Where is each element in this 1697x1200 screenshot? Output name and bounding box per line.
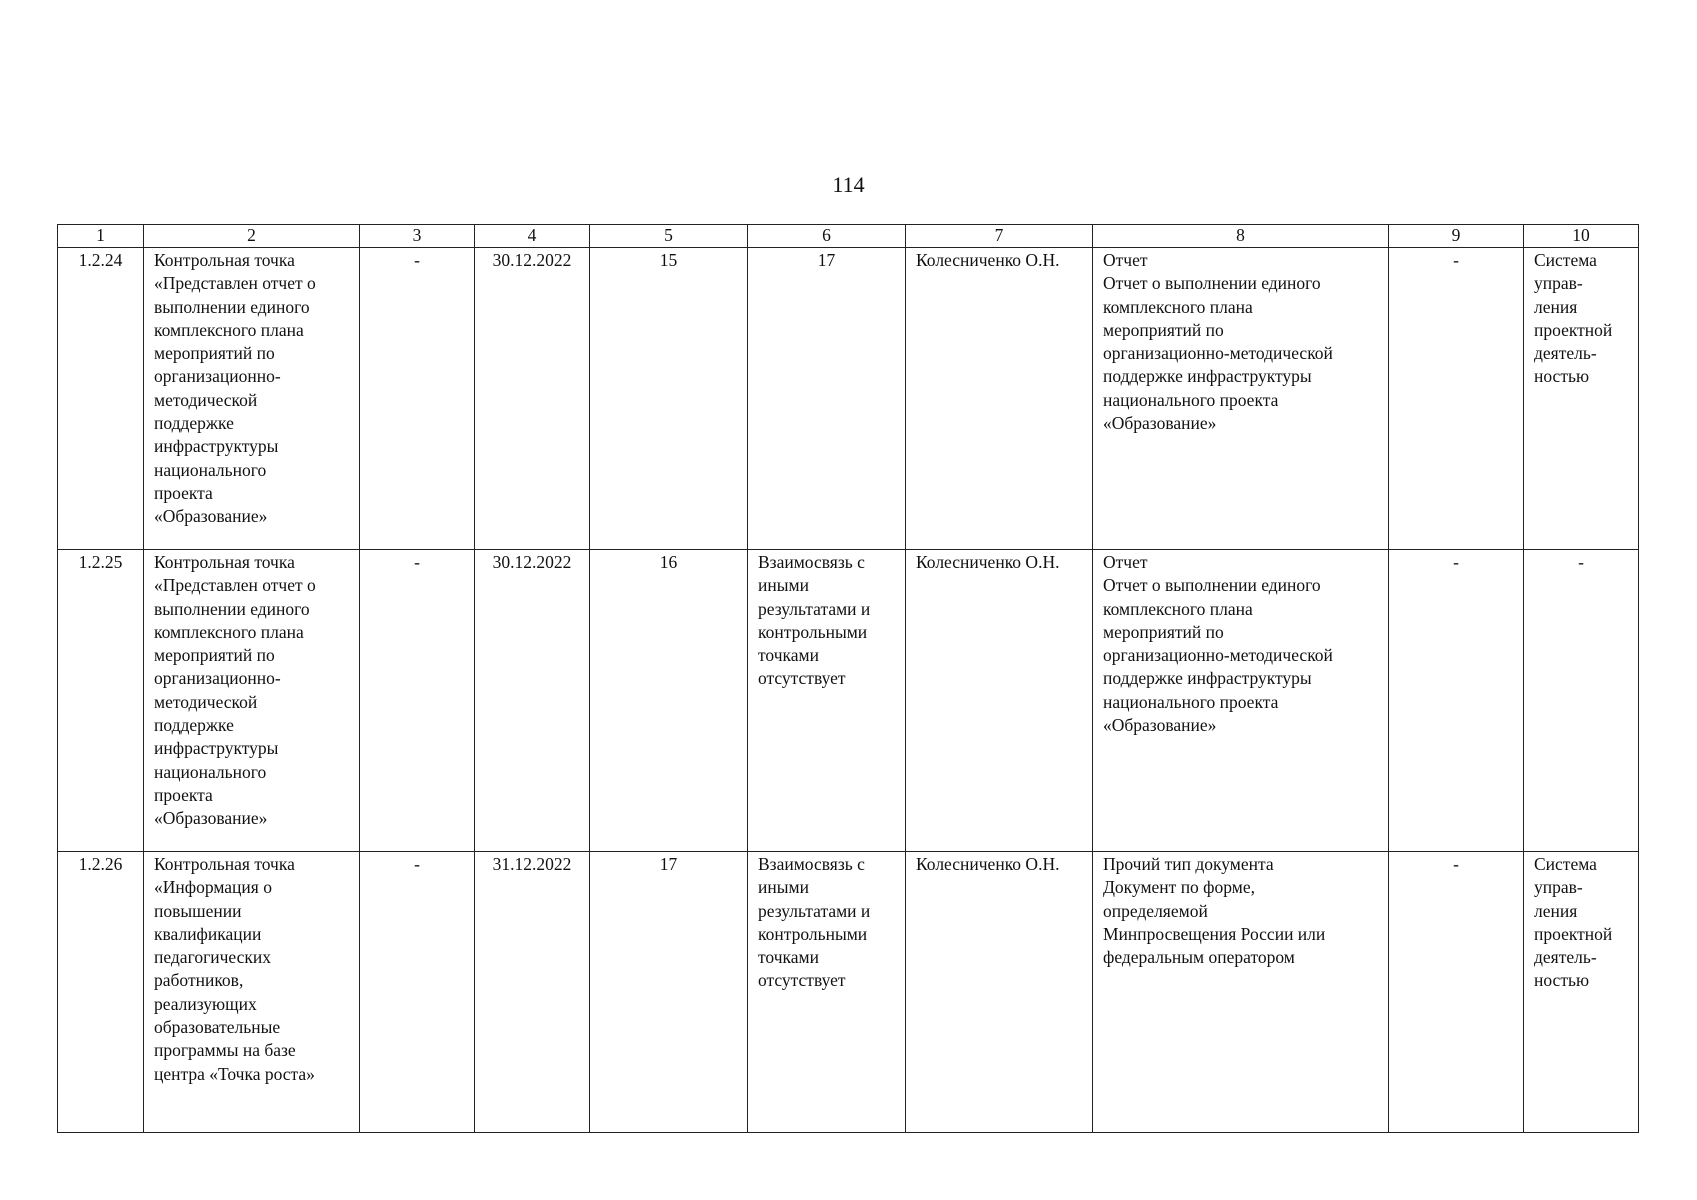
text-line: «Информация о bbox=[154, 877, 272, 898]
responsible-person: Колесниченко О.Н. bbox=[906, 852, 1093, 1133]
text-line: комплексного плана bbox=[154, 319, 304, 340]
text-line: проектной bbox=[1534, 319, 1613, 340]
text-line: точками bbox=[758, 645, 819, 666]
text-line: Взаимосвязь с bbox=[758, 854, 865, 874]
column-5-value: 16 bbox=[590, 550, 748, 852]
information-system bbox=[1524, 550, 1639, 852]
text-line: контрольными bbox=[758, 923, 868, 944]
text-line: организационно- bbox=[154, 668, 281, 689]
text-line: результатами и bbox=[758, 598, 871, 619]
text-line: определяемой bbox=[1103, 900, 1208, 921]
table-row bbox=[58, 852, 1639, 1133]
deadline-date: 30.12.2022 bbox=[475, 248, 590, 550]
text-line: иными bbox=[758, 877, 809, 898]
text-line: «Образование» bbox=[154, 506, 268, 527]
row-number: 1.2.24 bbox=[58, 248, 144, 550]
text-line: инфраструктуры bbox=[154, 436, 279, 457]
column-number-4: 4 bbox=[475, 225, 590, 248]
document-type bbox=[1093, 852, 1389, 1133]
text-line: управ- bbox=[1534, 273, 1583, 294]
milestone-name bbox=[144, 550, 360, 852]
text-line: отсутствует bbox=[758, 668, 846, 689]
text-line: выполнении единого bbox=[154, 598, 310, 619]
column-number-7: 7 bbox=[906, 225, 1093, 248]
column-3-value: - bbox=[360, 550, 475, 852]
column-3-value: - bbox=[360, 248, 475, 550]
text-line: поддержке инфраструктуры bbox=[1103, 366, 1312, 387]
column-number-9: 9 bbox=[1389, 225, 1524, 248]
column-number-10: 10 bbox=[1524, 225, 1639, 248]
text-line: ления bbox=[1534, 296, 1578, 317]
text-line: национального bbox=[154, 761, 267, 782]
text-line: образовательные bbox=[154, 1017, 281, 1038]
text-line: национального bbox=[154, 459, 267, 480]
milestone-name bbox=[144, 248, 360, 550]
column-9-value: - bbox=[1389, 550, 1524, 852]
text-line: поддержке инфраструктуры bbox=[1103, 668, 1312, 689]
text-line: мероприятий по bbox=[1103, 621, 1224, 642]
table-row bbox=[58, 550, 1639, 852]
text-line: мероприятий по bbox=[1103, 319, 1224, 340]
responsible-person: Колесниченко О.Н. bbox=[906, 550, 1093, 852]
text-line: реализующих bbox=[154, 993, 257, 1014]
text-line: отсутствует bbox=[758, 970, 846, 991]
text-line: комплексного плана bbox=[1103, 598, 1253, 619]
text-line: поддержке bbox=[154, 413, 234, 434]
text-line: деятель- bbox=[1534, 343, 1597, 364]
responsible-person: Колесниченко О.Н. bbox=[906, 248, 1093, 550]
text-line: Система bbox=[1534, 250, 1597, 270]
text-line: управ- bbox=[1534, 877, 1583, 898]
column-6-value bbox=[748, 852, 906, 1133]
row-number: 1.2.26 bbox=[58, 852, 144, 1133]
column-number-5: 5 bbox=[590, 225, 748, 248]
text-line: Минпросвещения России или bbox=[1103, 923, 1326, 944]
column-5-value: 17 bbox=[590, 852, 748, 1133]
column-6-value bbox=[748, 550, 906, 852]
column-6-value bbox=[748, 248, 906, 550]
text-line: работников, bbox=[154, 970, 244, 991]
text-line: национального проекта bbox=[1103, 389, 1279, 410]
text-line: национального проекта bbox=[1103, 691, 1279, 712]
information-system bbox=[1524, 852, 1639, 1133]
text-line: Контрольная точка bbox=[154, 250, 295, 270]
text-line: проекта bbox=[154, 784, 213, 805]
column-number-3: 3 bbox=[360, 225, 475, 248]
text-line: комплексного плана bbox=[1103, 296, 1253, 317]
text-line: иными bbox=[758, 575, 809, 596]
text-line: проекта bbox=[154, 482, 213, 503]
column-3-value: - bbox=[360, 852, 475, 1133]
document-type bbox=[1093, 248, 1389, 550]
row-number: 1.2.25 bbox=[58, 550, 144, 852]
document-type bbox=[1093, 550, 1389, 852]
column-number-1: 1 bbox=[58, 225, 144, 248]
column-5-value: 15 bbox=[590, 248, 748, 550]
text-line: выполнении единого bbox=[154, 296, 310, 317]
text-line: Взаимосвязь с bbox=[758, 552, 865, 572]
text-line: контрольными bbox=[758, 621, 868, 642]
text-line: ления bbox=[1534, 900, 1578, 921]
text-line: Система bbox=[1534, 854, 1597, 874]
text-line: комплексного плана bbox=[154, 621, 304, 642]
text-line: федеральным оператором bbox=[1103, 947, 1295, 968]
table-row bbox=[58, 248, 1639, 550]
text-line: Прочий тип документа bbox=[1103, 854, 1274, 874]
page-number: 114 bbox=[832, 172, 865, 197]
text-line: Контрольная точка bbox=[154, 854, 295, 874]
text-line: Документ по форме, bbox=[1103, 877, 1255, 898]
text-line: мероприятий по bbox=[154, 343, 275, 364]
column-9-value: - bbox=[1389, 852, 1524, 1133]
deadline-date: 31.12.2022 bbox=[475, 852, 590, 1133]
text-line: центра «Точка роста» bbox=[154, 1063, 315, 1084]
text-line: - bbox=[1578, 552, 1584, 572]
header-row bbox=[58, 225, 1639, 248]
text-line: Отчет bbox=[1103, 250, 1148, 270]
text-line: деятель- bbox=[1534, 947, 1597, 968]
column-number-8: 8 bbox=[1093, 225, 1389, 248]
text-line: программы на базе bbox=[154, 1040, 296, 1061]
text-line: поддержке bbox=[154, 715, 234, 736]
deadline-date: 30.12.2022 bbox=[475, 550, 590, 852]
text-line: организационно-методической bbox=[1103, 343, 1333, 364]
text-line: «Образование» bbox=[1103, 715, 1217, 736]
text-line: Отчет о выполнении единого bbox=[1103, 273, 1321, 294]
text-line: методической bbox=[154, 389, 258, 410]
column-number-2: 2 bbox=[144, 225, 360, 248]
plan-table bbox=[57, 224, 1639, 1133]
text-line: ностью bbox=[1534, 366, 1590, 387]
text-line: «Представлен отчет о bbox=[154, 575, 316, 596]
text-line: результатами и bbox=[758, 900, 871, 921]
text-line: «Образование» bbox=[154, 808, 268, 829]
text-line: «Представлен отчет о bbox=[154, 273, 316, 294]
text-line: квалификации bbox=[154, 923, 262, 944]
text-line: повышении bbox=[154, 900, 242, 921]
text-line: «Образование» bbox=[1103, 413, 1217, 434]
text-line: инфраструктуры bbox=[154, 738, 279, 759]
column-number-6: 6 bbox=[748, 225, 906, 248]
text-line: Отчет bbox=[1103, 552, 1148, 572]
text-line: организационно-методической bbox=[1103, 645, 1333, 666]
column-9-value: - bbox=[1389, 248, 1524, 550]
information-system bbox=[1524, 248, 1639, 550]
text-line: проектной bbox=[1534, 923, 1613, 944]
text-line: 17 bbox=[817, 250, 836, 270]
text-line: Отчет о выполнении единого bbox=[1103, 575, 1321, 596]
text-line: Контрольная точка bbox=[154, 552, 295, 572]
text-line: педагогических bbox=[154, 947, 271, 968]
text-line: ностью bbox=[1534, 970, 1590, 991]
text-line: мероприятий по bbox=[154, 645, 275, 666]
milestone-name bbox=[144, 852, 360, 1133]
text-line: организационно- bbox=[154, 366, 281, 387]
text-line: методической bbox=[154, 691, 258, 712]
text-line: точками bbox=[758, 947, 819, 968]
